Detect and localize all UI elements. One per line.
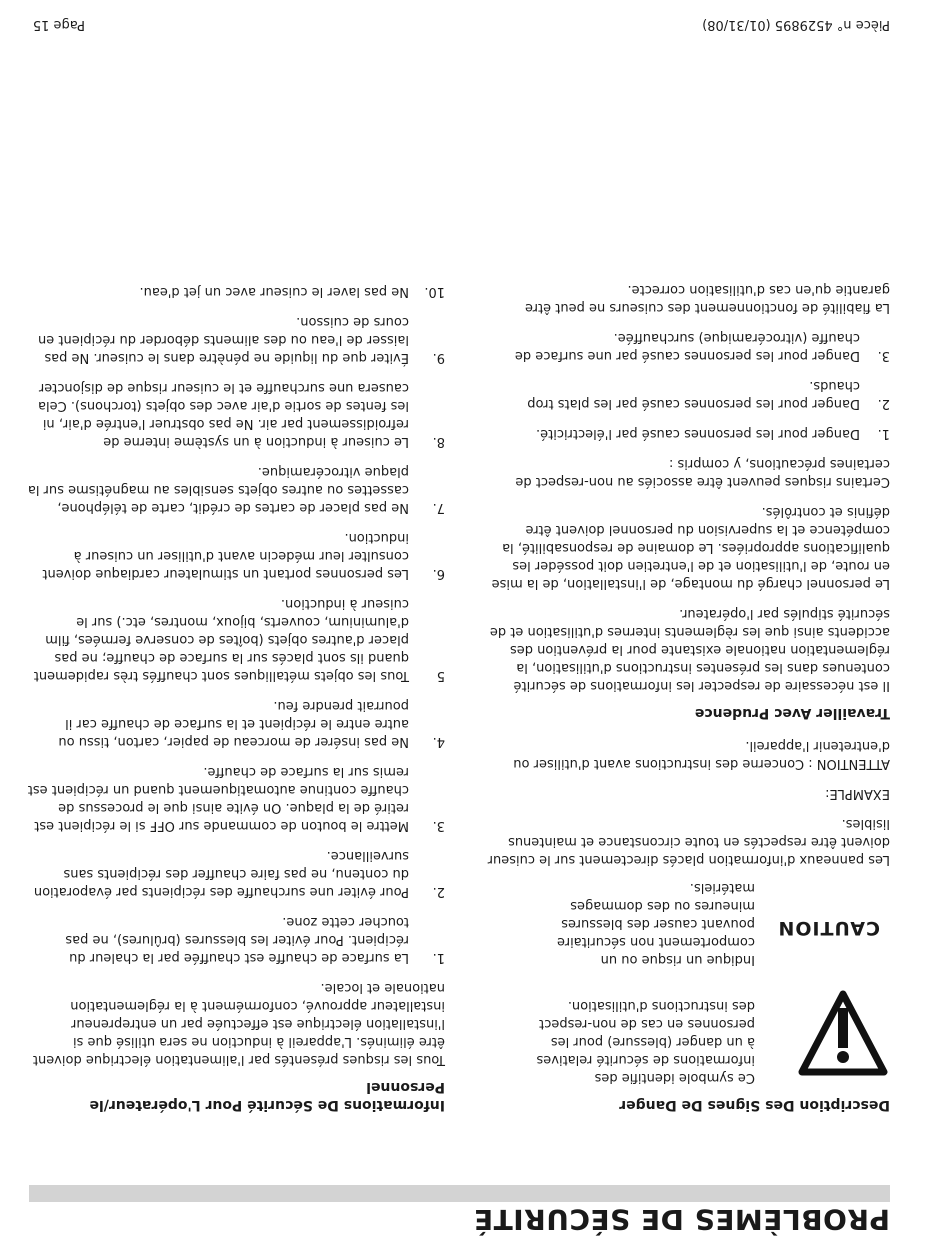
prudence-paragraph-1: Il est nécessaire de respecter les informations de sécurité contenues dans les présentes instructions d'utilisation, la réglementation nationale existante pour la prévention des accidents ainsi que les règlements internes d'utilisation et de sécurité stipulés par l'opérateur. xyxy=(489,606,890,693)
banner-bar xyxy=(29,1185,890,1202)
prudence-paragraph-2: Le personnel chargé du montage, de l'installation, de la mise en route, de l'utilisation et de l'entretien doit posséder les qualifications appropriées. Le domaine de responsabilité, la compétence et la supervision du personnel doivent être définis et contrôlés. xyxy=(491,504,890,591)
danger-symbol-description: Ce symbole identifie des informations de sécurité relatives à un danger (blessure) pour les personnes en cas de non-respect des instructions d'utilisation. xyxy=(536,998,755,1085)
example-label: EXAMPLE: xyxy=(825,786,890,801)
list-item: 4. Ne pas insérer de morceau de papier, carton, tissu ou autre entre le récipient et la surface de chauffe car il pourrait prendre feu. xyxy=(58,698,445,749)
list-item: 2. Pour éviter une surchauffe des récipients par évaporation du contenu, ne pas faire chauffer des récipients sans surveillance. xyxy=(33,848,445,899)
list-item: 5 Tous les objets métalliques sont chauffés très rapidement quand ils sont placés sur la surface de chauffe; ne pas placer d'autres objets (boîtes de conserve fermées, film d'aluminium, couverts, bijoux, montres, etc.) sur le cuiseur à induction. xyxy=(33,596,445,683)
risks-intro: Certains risques peuvent être associés au non-respect de certaines précautions, y compris : xyxy=(515,456,890,489)
list-item: 2. Danger pour les personnes causé par les plats trop chauds. xyxy=(527,378,890,411)
list-item: 7. Ne pas placer de cartes de crédit, carte de téléphone, cassettes ou autres objets sensibles au magnétisme sur la plaque vitrocéramique. xyxy=(27,464,445,515)
list-item: 1. La surface de chauffe est chauffée par la chaleur du récipient. Pour éviter les blessures (brûlures), ne pas toucher cette zone. xyxy=(65,914,445,965)
right-column xyxy=(25,270,445,1114)
caution-symbol-row xyxy=(480,868,890,968)
closing-paragraph: La fiabilité de fonctionnement des cuiseurs ne peut être garantie qu'en cas d'utilisation correcte. xyxy=(524,282,890,315)
operator-safety-heading: Informations De Sécurité Pour L'opérateur/le Personnel xyxy=(89,1079,445,1113)
panels-paragraph: Les panneaux d'information placés directement sur le cuiseur doivent être respectés en toute circonstance et maintenus lisibles. xyxy=(487,816,890,867)
operator-intro: Tous les risques présentés par l'alimentation électrique doivent être éliminés. L'appareil à induction ne sera utilisé que si l'installation électrique est effectuée par un entrepreneur installateur approuvé, conformément à la réglementation nationale et locale. xyxy=(32,980,445,1067)
list-item: 6. Les personnes portant un stimulateur cardiaque doivent consulter leur médecin avant d'utiliser un cuiseur à induction. xyxy=(42,530,445,581)
page-title: PROBLÈMES DE SÉCURITÉ xyxy=(473,1203,890,1236)
risks-list xyxy=(480,328,890,442)
list-item: 1. Danger pour les personnes causé par l'électricité. xyxy=(535,426,890,441)
list-item: 3. Mettre le bouton de commande sur OFF si le récipient est retiré de la plaque. On évite ainsi que le processus de chauffe continue automatiquement quand un récipient est remis sur la surface de chauffe. xyxy=(27,764,445,833)
caution-label: CAUTION xyxy=(777,917,880,939)
footer-part-number: Pièce n° 4529895 (01/31/08) xyxy=(702,17,890,32)
list-item: 10. Ne pas laver le cuiseur avec un jet d'eau. xyxy=(139,284,445,299)
warning-triangle-icon xyxy=(790,980,890,1086)
attention-paragraph: ATTENTION : Concerne des instructions avant d'utiliser ou d'entretenir l'appareil. xyxy=(513,738,890,771)
list-item: 8. Le cuiseur à induction à un système interne de refroidissement par air. Ne pas obstruer l'entrée d'air, ni les fentes de sortie d'air avec des objets (torchons). Cela causera une surchauffe et le cuiseur risque de disjoncter xyxy=(38,380,445,449)
footer-page-number: Page 15 xyxy=(32,17,85,32)
warning-triangle-svg xyxy=(795,986,890,1086)
prudence-heading: Travailler Avec Prudence xyxy=(694,705,890,721)
danger-signs-heading: Description Des Signes De Danger xyxy=(619,1097,890,1113)
operator-safety-list xyxy=(25,282,445,966)
list-item: 3. Danger pour les personnes causé par une surface de chauffe (vitrocéramique) surchauffée. xyxy=(514,330,890,363)
caution-description: Indique un risque ou un comportement non sécuritaire pouvant causer des blessures mineures ou des dommages matériels. xyxy=(557,880,755,967)
list-item: 9. Éviter que du liquide ne pénètre dans le cuiseur. Ne pas laisser de l'eau ou des aliments déborder du récipient en cours de cuisson. xyxy=(38,314,445,365)
danger-symbol-row xyxy=(480,974,890,1086)
left-column xyxy=(480,268,890,1114)
